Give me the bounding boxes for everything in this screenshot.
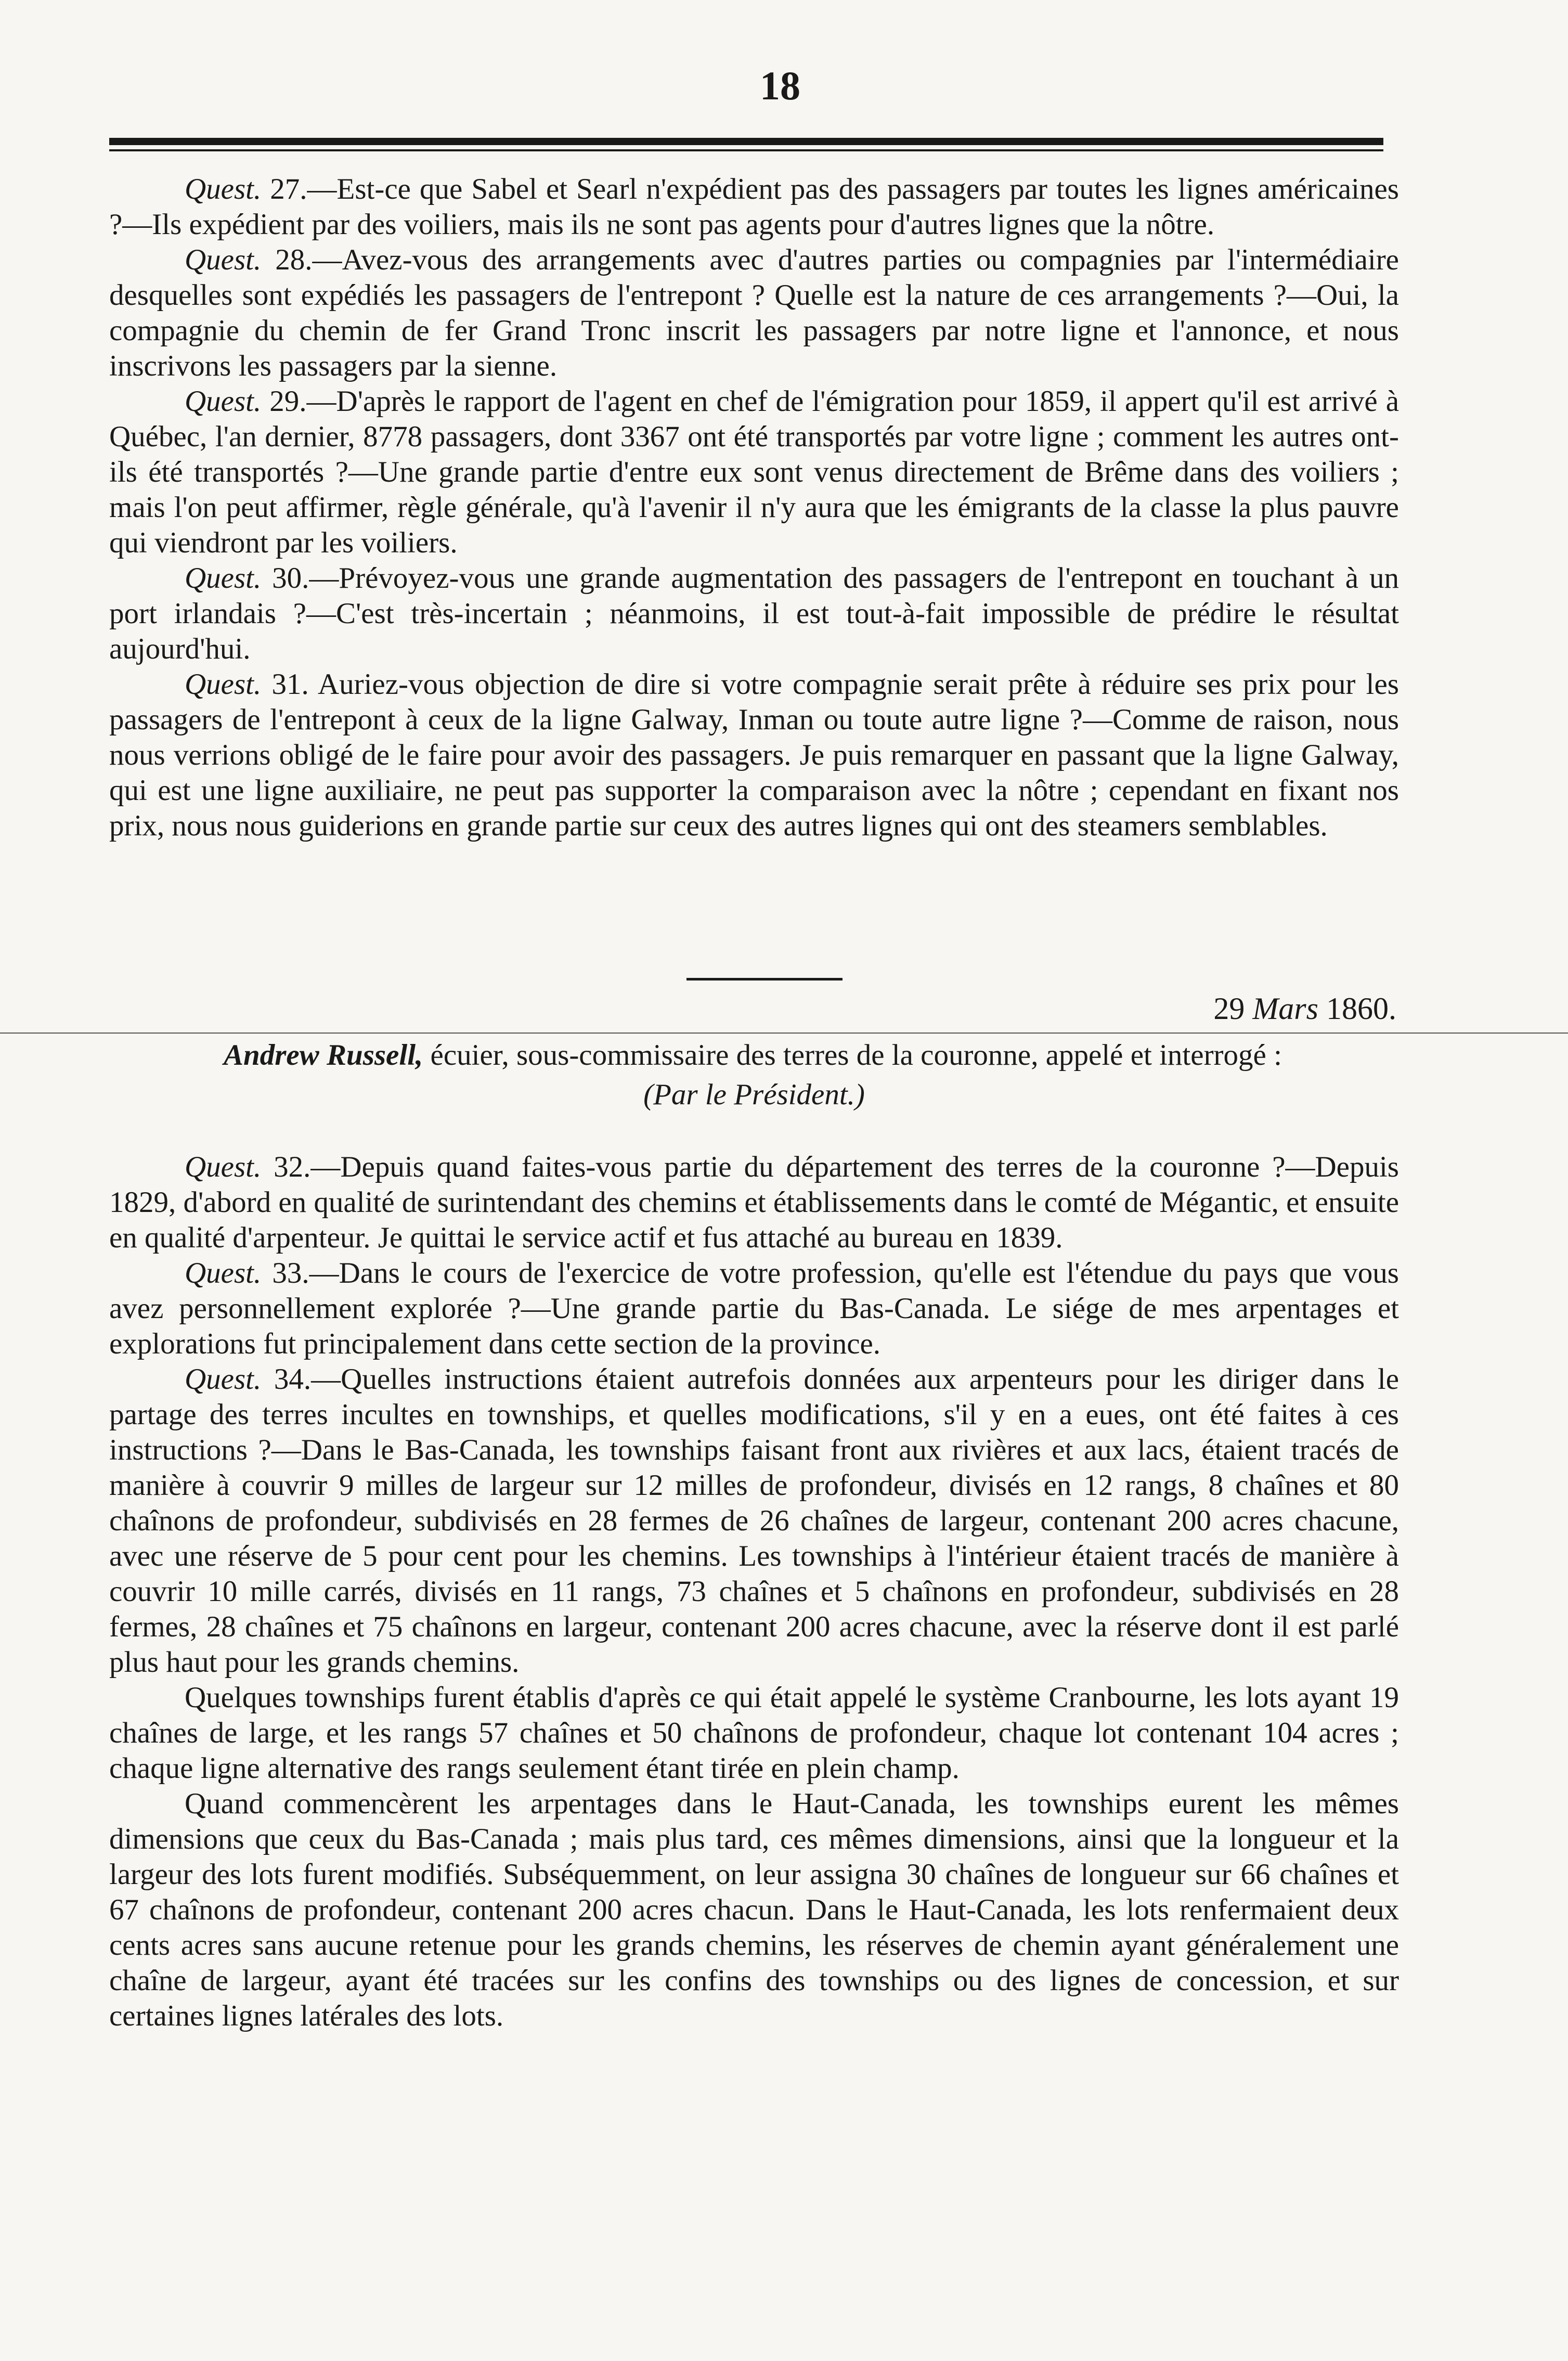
testimony-section-2 — [109, 1150, 1399, 2034]
paragraph-text: Quelques townships furent établis d'après ce qui était appelé le système Cranbourne, les lots ayant 19 chaînes de large, et les rangs 57 chaînes et 50 chaînons de profondeur, chaque lot contenant 104 acres ; chaque ligne alternative des rangs seulement étant tirée en plein champ. — [109, 1681, 1399, 1785]
question-label: Quest. — [185, 1151, 262, 1183]
question-text: 34.—Quelles instructions étaient autrefois données aux arpenteurs pour les diriger dans le partage des terres incultes en townships, et quelles modifications, s'il y en a eues, ont été faites à ces instructions ?—Dans le Bas-Canada, les townships faisant front aux rivières et aux lacs, étaient tracés de manière à couvrir 9 milles de largeur sur 12 milles de profondeur, divisés en 12 rangs, 8 chaînes et 80 chaînons de profondeur, subdivisés en 28 fermes de 26 chaînes de largeur, contenant 200 acres chacune, avec une réserve de 5 pour cent pour les chemins. Les townships à l'intérieur étaient tracés de manière à couvrir 10 mille carrés, divisés en 11 rangs, 73 chaînes et 5 chaînons en profondeur, subdivisés en 28 fermes, 28 chaînes et 75 chaînons en largeur, contenant 200 acres chacune, avec la réserve dont il est parlé plus haut pour les grands chemins. — [109, 1363, 1399, 1679]
question-label: Quest. — [185, 668, 262, 701]
question-29 — [109, 384, 1399, 561]
question-28 — [109, 242, 1399, 384]
witness-description: écuier, sous-commissaire des terres de la couronne, appelé et interrogé : — [423, 1039, 1282, 1072]
question-label: Quest. — [185, 562, 262, 595]
answer-continuation-haut-canada — [109, 1786, 1399, 2034]
witness-intro-block — [109, 1038, 1399, 1117]
question-34 — [109, 1362, 1399, 1680]
question-30 — [109, 561, 1399, 667]
question-text: 29.—D'après le rapport de l'agent en chef de l'émigration pour 1859, il appert qu'il est arrivé à Québec, l'an dernier, 8778 passagers, dont 3367 ont été transportés par votre ligne ; comment les autres ont-ils été transportés ?—Une grande partie d'entre eux sont venus directement de Brême dans des voiliers ; mais l'on peut affirmer, règle générale, qu'à l'avenir il n'y aura que les émigrants de la classe la plus pauvre qui viendront par les voiliers. — [109, 385, 1399, 559]
question-label: Quest. — [185, 1363, 262, 1396]
date-year: 1860. — [1326, 991, 1396, 1026]
answer-continuation-cranbourne — [109, 1680, 1399, 1786]
session-date — [1213, 991, 1396, 1027]
question-label: Quest. — [185, 243, 262, 276]
question-text: 28.—Avez-vous des arrangements avec d'autres parties ou compagnies par l'intermédiaire desquelles sont expédiés les passagers de l'entrepont ? Quelle est la nature de ces arrangements ?—Oui, la compagnie du chemin de fer Grand Tronc inscrit les passagers par notre ligne et l'annonce, et nous inscrivons les passagers par la sienne. — [109, 243, 1399, 382]
section-divider — [686, 978, 843, 980]
question-32 — [109, 1150, 1399, 1256]
question-label: Quest. — [185, 385, 262, 418]
header-rule — [109, 138, 1383, 145]
question-text: 33.—Dans le cours de l'exercice de votre profession, qu'elle est l'étendue du pays que vous avez personnellement explorée ?—Une grande partie du Bas-Canada. Le siége de mes arpentages et explorations fut principalement dans cette section de la province. — [109, 1257, 1399, 1360]
question-27 — [109, 172, 1399, 242]
question-label: Quest. — [185, 1257, 262, 1289]
question-33 — [109, 1256, 1399, 1362]
date-month: Mars — [1252, 991, 1318, 1026]
witness-name: Andrew Russell, — [224, 1039, 423, 1072]
header-rule-thin — [109, 149, 1383, 151]
testimony-section-1 — [109, 172, 1399, 844]
witness-intro — [109, 1038, 1399, 1073]
question-text: 27.—Est-ce que Sabel et Searl n'expédient pas des passagers par toutes les lignes américaines ?—Ils expédient par des voiliers, mais ils ne sont pas agents pour d'autres lignes que la nôtre. — [109, 173, 1399, 241]
question-label: Quest. — [185, 173, 262, 205]
date-day: 29 — [1213, 991, 1245, 1026]
page-number: 18 — [760, 63, 800, 108]
paragraph-text: Quand commencèrent les arpentages dans le Haut-Canada, les townships eurent les mêmes dimensions que ceux du Bas-Canada ; mais plus tard, ces mêmes dimensions, ainsi que la longueur et la largeur des lots furent modifiés. Subséquemment, on leur assigna 30 chaînes de longueur sur 66 chaînes et 67 chaînons de profondeur, contenant 200 acres chacun. Dans le Haut-Canada, les lots renfermaient deux cents acres sans aucune retenue pour les grands chemins, les réserves de chemin ayant généralement une chaîne de largeur, ayant été tracées sur les confins des townships ou des lignes de concession, et sur certaines lignes latérales des lots. — [109, 1787, 1399, 2032]
examiner-label: (Par le Président.) — [643, 1078, 865, 1111]
question-text: 32.—Depuis quand faites-vous partie du département des terres de la couronne ?—Depuis 1829, d'abord en qualité de surintendant des chemins et établissements dans le comté de Mégantic, et ensuite en qualité d'arpenteur. Je quittai le service actif et fus attaché au bureau en 1839. — [109, 1151, 1399, 1254]
question-text: 30.—Prévoyez-vous une grande augmentation des passagers de l'entrepont en touchant à un port irlandais ?—C'est très-incertain ; néanmoins, il est tout-à-fait impossible de prédire le résultat aujourd'hui. — [109, 562, 1399, 665]
question-text: 31. Auriez-vous objection de dire si votre compagnie serait prête à réduire ses prix pour les passagers de l'entrepont à ceux de la ligne Galway, Inman ou toute autre ligne ?—Comme de raison, nous nous verrions obligé de le faire pour avoir des passagers. Je puis remarquer en passant que la ligne Galway, qui est une ligne auxiliaire, ne peut pas supporter la comparaison avec la nôtre ; cependant en fixant nos prix, nous nous guiderions en grande partie sur ceux des autres lignes qui ont des steamers semblables. — [109, 668, 1399, 842]
question-31 — [109, 667, 1399, 844]
date-rule — [0, 1033, 1568, 1034]
